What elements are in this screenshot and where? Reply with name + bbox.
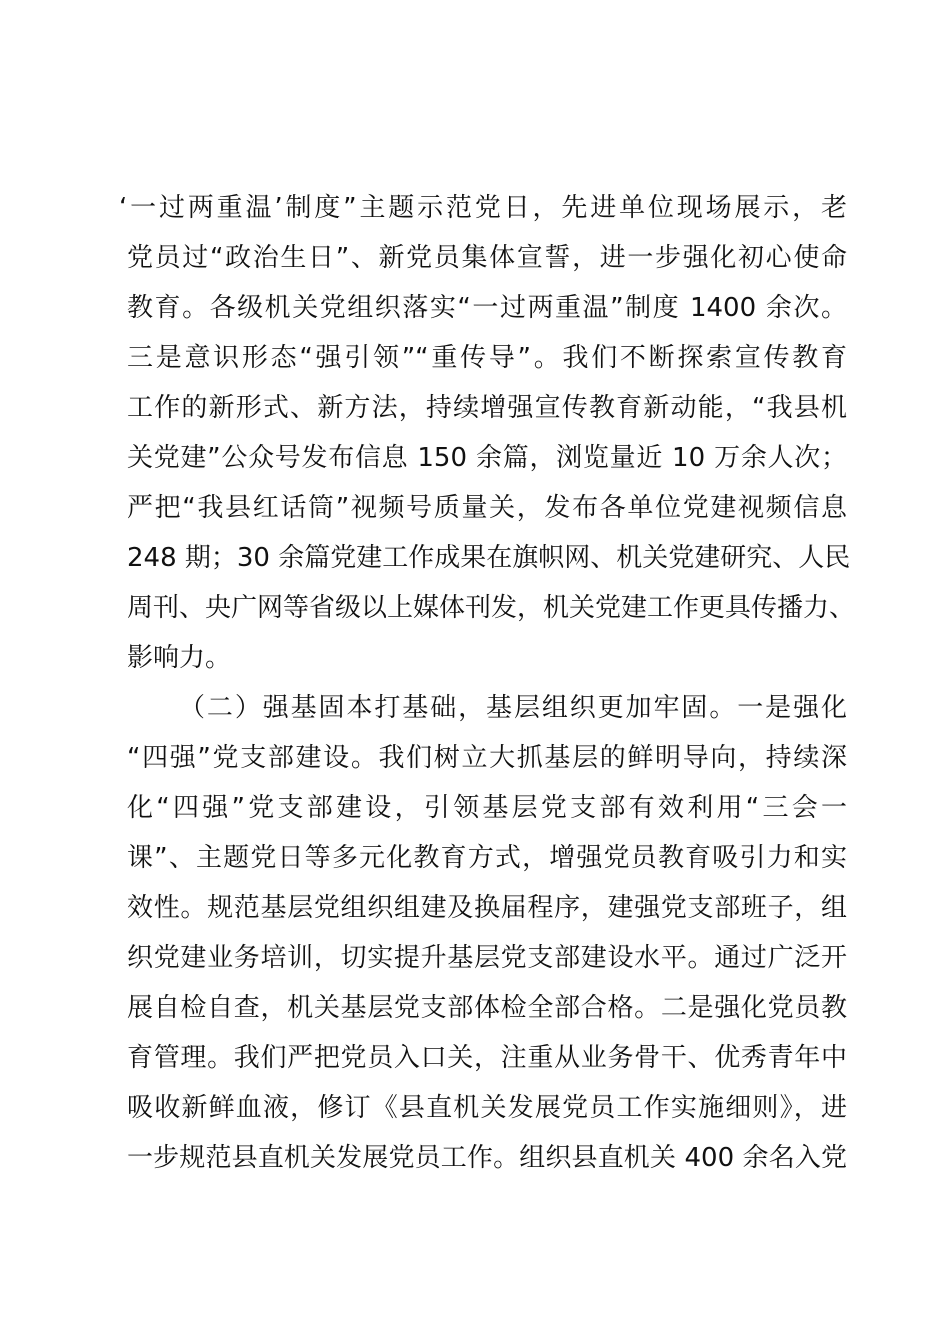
text-line: 化“四强”党支部建设，引领基层党支部有效利用“三会一 — [127, 793, 847, 823]
text-line: 248 期；30 余篇党建工作成果在旗帜网、机关党建研究、人民 — [127, 543, 851, 573]
text-line: 吸收新鲜血液，修订《县直机关发展党员工作实施细则》，进 — [127, 1093, 847, 1123]
text-line: 课”、主题党日等多元化教育方式，增强党员教育吸引力和实 — [127, 843, 847, 873]
text-line: 育管理。我们严把党员入口关，注重从业务骨干、优秀青年中 — [127, 1043, 847, 1073]
text-line: 严把“我县红话筒”视频号质量关，发布各单位党建视频信息 — [127, 493, 847, 523]
text-line: “四强”党支部建设。我们树立大抓基层的鲜明导向，持续深 — [127, 743, 847, 773]
text-line: 织党建业务培训，切实提升基层党支部建设水平。通过广泛开 — [127, 943, 847, 973]
text-line: 教育。各级机关党组织落实“一过两重温”制度 1400 余次。 — [127, 293, 847, 323]
section-heading-line: （二）强基固本打基础，基层组织更加牢固。一是强化 — [179, 693, 847, 723]
text-line: 工作的新形式、新方法，持续增强宣传教育新动能，“我县机 — [127, 393, 847, 423]
text-line: 关党建”公众号发布信息 150 余篇，浏览量近 10 万余人次； — [127, 443, 847, 473]
text-line: 一步规范县直机关发展党员工作。组织县直机关 400 余名入党 — [127, 1143, 847, 1173]
text-line: 三是意识形态“强引领”“重传导”。我们不断探索宣传教育 — [127, 343, 847, 373]
text-line: 周刊、央广网等省级以上媒体刊发，机关党建工作更具传播力、 — [127, 593, 856, 623]
body-text — [119, 183, 856, 1183]
text-line: 效性。规范基层党组织组建及换届程序，建强党支部班子，组 — [127, 893, 847, 923]
text-line: 党员过“政治生日”、新党员集体宣誓，进一步强化初心使命 — [127, 243, 847, 273]
text-line: 影响力。 — [127, 643, 232, 673]
text-line: 展自检自查，机关基层党支部体检全部合格。二是强化党员教 — [127, 993, 847, 1023]
text-line: ‘一过两重温’制度”主题示范党日，先进单位现场展示，老 — [119, 193, 847, 223]
